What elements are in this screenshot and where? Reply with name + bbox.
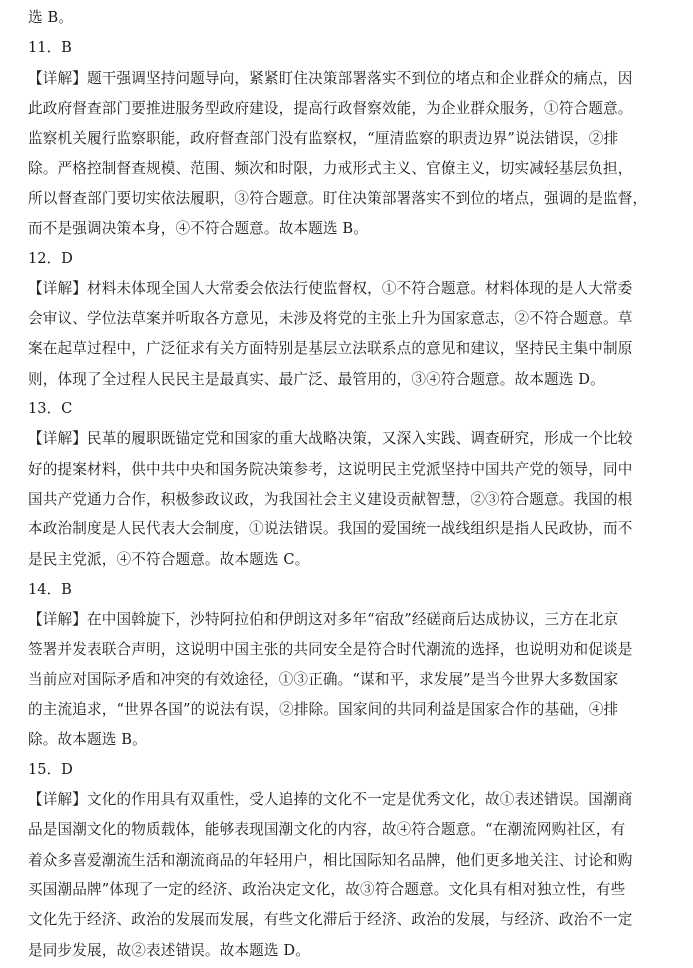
text-line: 签署并发表联合声明，这说明中国主张的共同安全是符合时代潮流的选择，也说明劝和促谈是 <box>28 640 633 658</box>
text-line: 选 B。 <box>28 8 74 26</box>
question-number-11: 11．B <box>28 39 72 57</box>
text-line: 品是国潮文化的物质载体，能够表现国潮文化的内容，故④符合题意。“在潮流网购社区，有 <box>28 821 626 839</box>
text-line: 本政治制度是人民代表大会制度，①说法错误。我国的爱国统一战线组织是指人民政协，而不 <box>28 520 633 538</box>
text-line: 则，体现了全过程人民民主是最真实、最广泛、最管用的，③④符合题意。故本题选 D。 <box>28 370 605 388</box>
text-line: 买国潮品牌”体现了一定的经济、政治决定文化，故③符合题意。文化具有相对独立性，有些 <box>28 881 626 898</box>
text-line: 监察机关履行监察职能，政府督查部门没有监察权，“厘清监察的职责边界”说法错误，②排 <box>28 130 619 148</box>
text-line: 是同步发展，故②表述错误。故本题选 D。 <box>28 941 311 959</box>
text-line: 是民主党派，④不符合题意。故本题选 C。 <box>28 550 310 568</box>
text-line: 当前应对国际矛盾和冲突的有效途径，①③正确。“谋和平，求发展”是当今世界大多数国家 <box>28 670 619 688</box>
text-line: 而不是强调决策本身，④不符合题意。故本题选 B。 <box>28 220 369 238</box>
text-line: 的主流追求，“世界各国”的说法有误，②排除。国家间的共同利益是国家合作的基础，④排 <box>28 701 619 719</box>
question-number-15: 15．D <box>28 760 73 778</box>
text-line: 案在起草过程中，广泛征求有关方面特别是基层立法联系点的意见和建议，坚持民主集中制原 <box>28 340 633 358</box>
text-line: 所以督查部门要切实依法履职，③符合题意。盯住决策部署落实不到位的堵点，强调的是监督， <box>28 189 648 207</box>
text-line: 【详解】民革的履职既锚定党和国家的重大战略决策，又深入实践、调查研究，形成一个比较 <box>28 430 633 448</box>
text-line: 【详解】文化的作用具有双重性，受人追捧的文化不一定是优秀文化，故①表述错误。国潮商 <box>28 791 633 809</box>
text-line: 除。严格控制督查规模、范围、频次和时限，力戒形式主义、官僚主义，切实减轻基层负担， <box>28 159 633 177</box>
text-line: 除。故本题选 B。 <box>28 731 147 749</box>
question-number-12: 12．D <box>28 250 73 268</box>
text-line: 国共产党通力合作，积极参政议政，为我国社会主义建设贡献智慧，②③符合题意。我国的根 <box>28 490 633 508</box>
text-line: 【详解】在中国斡旋下，沙特阿拉伯和伊朗这对多年“宿敌”经磋商后达成协议，三方在北京 <box>28 611 619 629</box>
text-line: 好的提案材料，供中共中央和国务院决策参考，这说明民主党派坚持中国共产党的领导，同中 <box>28 460 633 478</box>
text-line: 【详解】题干强调坚持问题导向，紧紧盯住决策部署落实不到位的堵点和企业群众的痛点，因 <box>28 69 633 87</box>
text-line: 文化先于经济、政治的发展而发展，有些文化滞后于经济、政治的发展，与经济、政治不一定 <box>28 911 633 929</box>
text-line: 此政府督查部门要推进服务型政府建设，提高行政督察效能，为企业群众服务，①符合题意。 <box>28 99 633 117</box>
text-line: 着众多喜爱潮流生活和潮流商品的年轻用户，相比国际知名品牌，他们更多地关注、讨论和购 <box>28 851 633 869</box>
question-number-13: 13．C <box>28 400 73 417</box>
question-number-14: 14．B <box>28 580 72 598</box>
text-line: 会审议、学位法草案并听取各方意见，未涉及将党的主张上升为国家意志，②不符合题意。草 <box>28 310 633 327</box>
text-line: 【详解】材料未体现全国人大常委会依法行使监督权，①不符合题意。材料体现的是人大常委 <box>28 279 633 297</box>
